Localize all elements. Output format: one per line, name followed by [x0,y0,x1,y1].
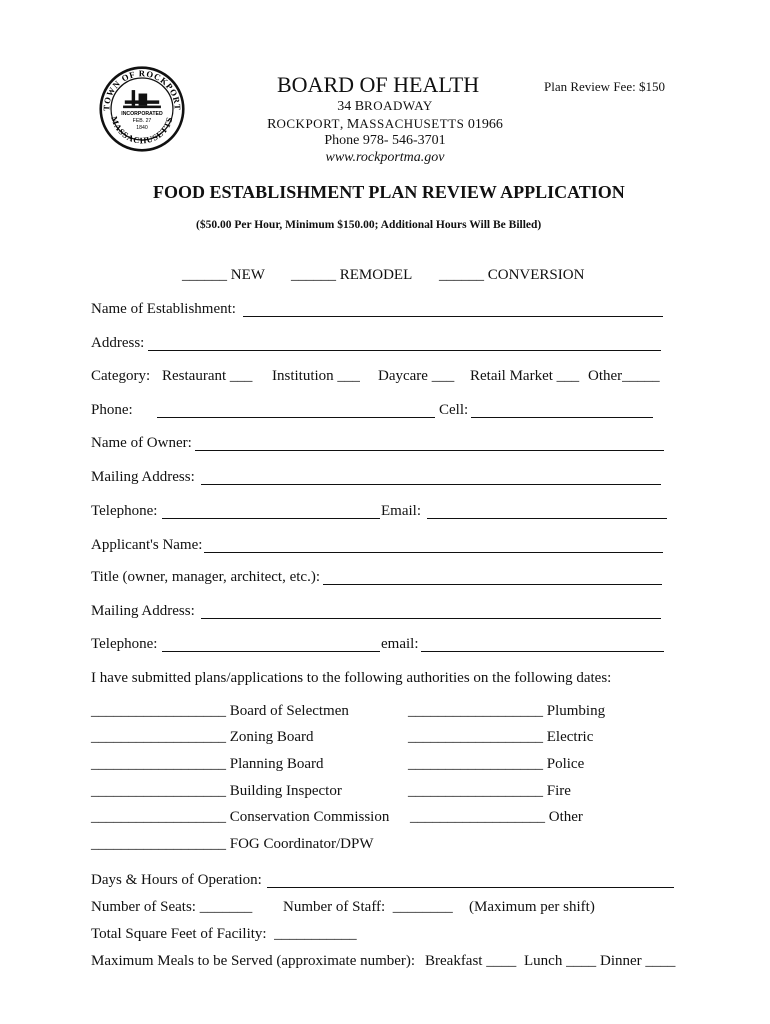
authority-planning-board[interactable]: __________________ Planning Board [91,756,324,772]
applicant-email-field[interactable] [421,651,664,652]
email-field[interactable] [427,518,667,519]
type-new[interactable]: ______ NEW [182,267,265,283]
owner-field[interactable] [195,450,664,451]
category-retail-market[interactable]: Retail Market ___ [470,368,580,384]
applicant-name-label: Applicant's Name: [91,537,203,553]
mailing-address-field[interactable] [201,484,661,485]
applicant-title-label: Title (owner, manager, architect, etc.): [91,569,320,585]
square-feet[interactable]: Total Square Feet of Facility: ___________ [91,926,357,942]
authority-plumbing[interactable]: __________________ Plumbing [408,703,606,719]
authority-fog-coordinator[interactable]: __________________ FOG Coordinator/DPW [91,836,374,852]
max-meals-label: Maximum Meals to be Served (approximate number): [91,953,416,969]
hours-of-operation-field[interactable] [267,887,674,888]
authority-police[interactable]: __________________ Police [408,756,585,772]
category-label: Category: [91,368,151,384]
applicant-telephone-label: Telephone: [91,636,158,652]
hours-of-operation-label: Days & Hours of Operation: [91,872,262,888]
svg-text:MASSACHUSETTS: MASSACHUSETTS [109,115,175,146]
email-label: Email: [381,503,421,519]
authority-board-of-selectmen[interactable]: __________________ Board of Selectmen [91,703,349,719]
applicant-telephone-field[interactable] [162,651,380,652]
category-daycare[interactable]: Daycare ___ [378,368,455,384]
category-other[interactable]: Other_____ [588,368,660,384]
authority-building-inspector[interactable]: __________________ Building Inspector [91,783,342,799]
svg-text:TOWN OF ROCKPORT: TOWN OF ROCKPORT [101,68,183,111]
meals-lunch[interactable]: Lunch ____ [524,953,597,969]
phone-label: Phone: [91,402,133,418]
form-title: FOOD ESTABLISHMENT PLAN REVIEW APPLICATION [153,182,625,202]
cell-label: Cell: [439,402,469,418]
svg-text:FEB. 27: FEB. 27 [132,117,152,124]
applicant-email-label: email: [381,636,419,652]
establishment-name-label: Name of Establishment: [91,301,236,317]
category-institution[interactable]: Institution ___ [272,368,360,384]
authority-electric[interactable]: __________________ Electric [408,729,594,745]
cell-field[interactable] [471,417,653,418]
applicant-mailing-label: Mailing Address: [91,603,195,619]
authority-fire[interactable]: __________________ Fire [408,783,571,799]
phone-number: Phone 978- 546-3701 [324,133,446,148]
submitted-statement: I have submitted plans/applications to the following authorities on the following dates: [91,670,612,686]
telephone-field[interactable] [162,518,380,519]
phone-field[interactable] [157,417,435,418]
authority-other[interactable]: __________________ Other [410,809,583,825]
street-address: 34 BROADWAY [337,98,433,114]
applicant-name-field[interactable] [204,552,663,553]
mailing-address-label: Mailing Address: [91,469,195,485]
number-of-staff[interactable]: Number of Staff: ________ [283,899,453,915]
number-of-seats[interactable]: Number of Seats: _______ [91,899,253,915]
applicant-title-field[interactable] [323,584,662,585]
city-state-zip: ROCKPORT, MASSACHUSETTS 01966 [267,116,503,132]
telephone-label: Telephone: [91,503,158,519]
applicant-mailing-field[interactable] [201,618,661,619]
svg-text:INCORPORATED: INCORPORATED [121,111,163,118]
meals-dinner[interactable]: Dinner ____ [600,953,676,969]
meals-breakfast[interactable]: Breakfast ____ [425,953,517,969]
website: www.rockportma.gov [325,150,445,165]
address-field[interactable] [148,350,661,351]
owner-label: Name of Owner: [91,435,192,451]
type-remodel[interactable]: ______ REMODEL [291,267,413,283]
authority-conservation-commission[interactable]: __________________ Conservation Commission [91,809,390,825]
plan-review-fee: Plan Review Fee: $150 [544,79,665,94]
max-per-shift-note: (Maximum per shift) [469,899,595,915]
org-name: BOARD OF HEALTH [277,72,480,97]
authority-zoning-board[interactable]: __________________ Zoning Board [91,729,314,745]
town-seal-logo [99,66,185,152]
rate-note: ($50.00 Per Hour, Minimum $150.00; Additional Hours Will Be Billed) [196,219,542,231]
category-restaurant[interactable]: Restaurant ___ [162,368,253,384]
svg-text:1840: 1840 [136,124,148,131]
establishment-name-field[interactable] [243,316,663,317]
type-conversion[interactable]: ______ CONVERSION [439,267,585,283]
address-label: Address: [91,335,145,351]
